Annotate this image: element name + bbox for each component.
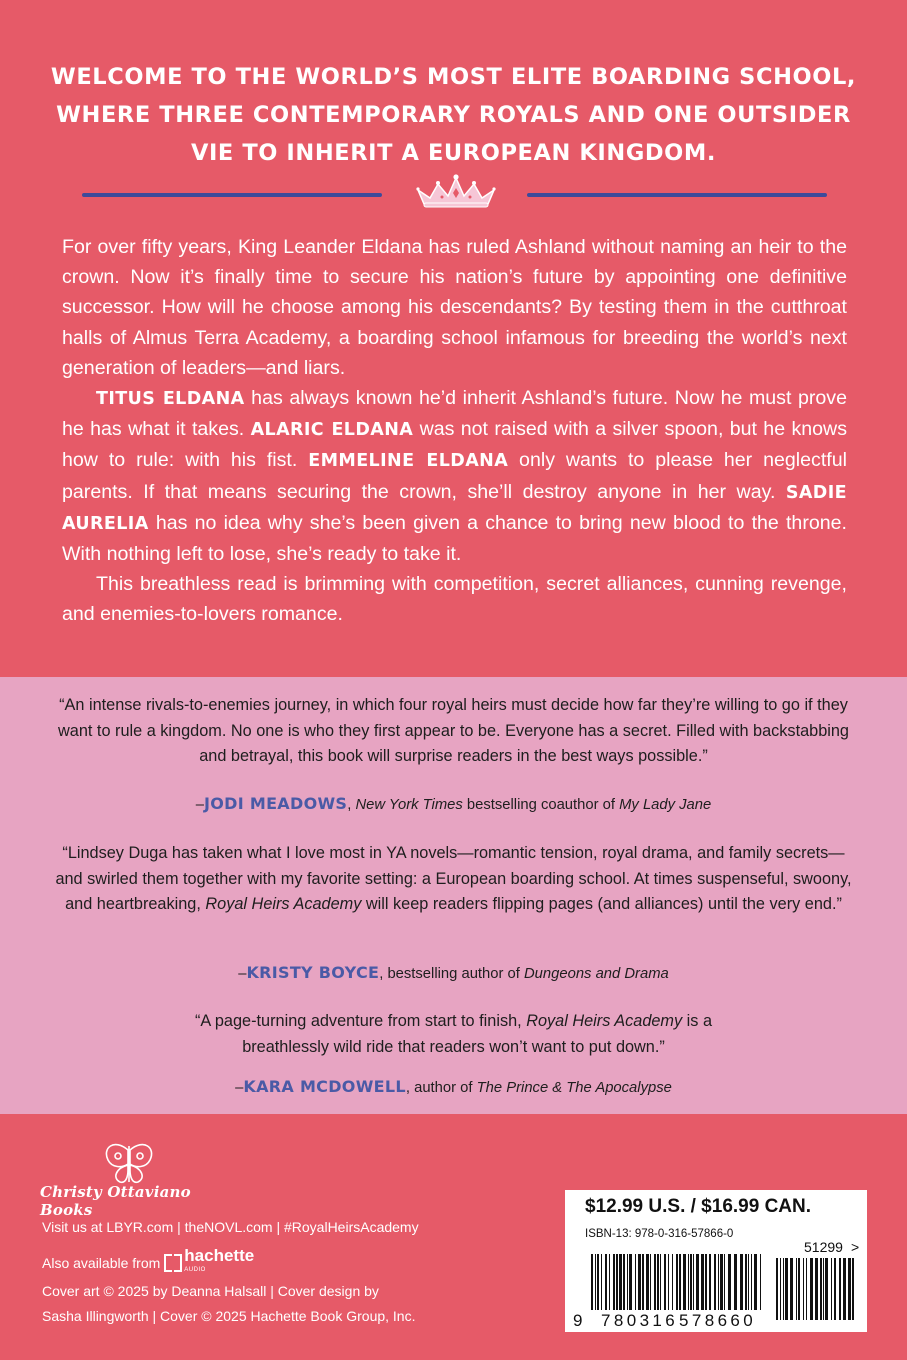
character-emmeline: EMMELINE ELDANA (308, 451, 509, 472)
also-available (42, 1246, 255, 1277)
character-titus: TITUS ELDANA (96, 389, 245, 410)
book-title: Royal Heirs Academy (526, 1012, 683, 1030)
barcode-bar (664, 1254, 666, 1310)
credits-line-1: Cover art © 2025 by Deanna Halsall | Cover design by (42, 1283, 379, 1299)
attribution-dash: – (235, 1080, 244, 1096)
barcode-bar (740, 1254, 743, 1310)
barcode-bar (650, 1254, 651, 1310)
barcode-bar (616, 1254, 618, 1310)
barcode-bar (609, 1254, 610, 1310)
barcode-bar (724, 1254, 725, 1310)
barcode-digits-right: 578660 (679, 1311, 757, 1330)
barcode-bar (806, 1258, 807, 1320)
barcode-bar (798, 1258, 800, 1320)
blurb-quote-3 (180, 1009, 727, 1060)
quote-text: “Lindsey Duga has taken what I love most in YA novels—romantic tension, royal drama, and family secrets—and swirled them together with my favorite setting: a European boarding school. At times suspenseful, swoony, and heartbreaking, (55, 844, 852, 913)
attribution-dash: – (238, 966, 247, 982)
barcode-bar (728, 1254, 731, 1310)
crown-divider (82, 170, 827, 210)
quote-text: “A page-turning adventure from start to finish, (194, 1012, 527, 1030)
synopsis (62, 232, 847, 630)
barcode-bar (642, 1254, 644, 1310)
divider-line-right (527, 193, 827, 197)
price-code: 51299 (804, 1240, 843, 1255)
author-role-2: , bestselling author of (379, 966, 524, 982)
hachette-sub-label: AUDIO (184, 1267, 206, 1273)
barcode-bar (660, 1254, 661, 1310)
headline (40, 58, 867, 172)
barcode-bar (676, 1254, 678, 1310)
barcode-bar (843, 1258, 846, 1320)
barcode-digit-first: 9 (573, 1311, 583, 1330)
barcode-bar (748, 1254, 749, 1310)
barcode-bar (696, 1254, 699, 1310)
blurb-panel (0, 677, 907, 1114)
blurb-author-1: JODI MEADOWS (204, 794, 348, 813)
publication-name: New York Times (355, 797, 463, 813)
barcode-bar (834, 1258, 836, 1320)
author-role-3: , author of (405, 1080, 477, 1096)
barcode-bar (613, 1254, 615, 1310)
barcode-bar (693, 1254, 694, 1310)
barcode-bar (690, 1254, 692, 1310)
barcode-bar (683, 1254, 686, 1310)
barcode-box (565, 1190, 867, 1332)
character-alaric: ALARIC ELDANA (250, 420, 414, 441)
barcode-bar (783, 1258, 784, 1320)
author-book-3: The Prince & The Apocalypse (476, 1080, 672, 1096)
barcode-bar (635, 1254, 636, 1310)
barcode-bar (595, 1254, 596, 1310)
barcode-bar (785, 1258, 788, 1320)
barcode-bar (654, 1254, 656, 1310)
headline-line-2: WHERE THREE CONTEMPORARY ROYALS AND ONE OUTSIDER (56, 102, 851, 128)
price-code-arrow: > (851, 1240, 860, 1255)
barcode (571, 1240, 861, 1330)
barcode-bar (776, 1258, 778, 1320)
blurb-attribution-2 (50, 962, 857, 985)
publisher-links: Visit us at LBYR.com | theNOVL.com | #RoyalHeirsAcademy (42, 1219, 419, 1235)
barcode-bar (627, 1254, 628, 1310)
hachette-label: hachette (184, 1246, 255, 1265)
barcode-bar (745, 1254, 747, 1310)
crown-icon (412, 170, 500, 210)
barcode-bar (848, 1258, 851, 1320)
barcode-bar (831, 1258, 832, 1320)
barcode-bar (803, 1258, 804, 1320)
barcode-bar (734, 1254, 737, 1310)
barcode-bar (688, 1254, 689, 1310)
barcode-bar (820, 1258, 822, 1320)
barcode-bar (657, 1254, 659, 1310)
barcode-bar (780, 1258, 781, 1320)
publisher-name: Christy Ottaviano Books (40, 1183, 191, 1219)
barcode-bar (754, 1254, 757, 1310)
barcode-bar (720, 1254, 723, 1310)
blurb-attribution-3 (50, 1076, 857, 1099)
ean-bars (591, 1254, 761, 1310)
barcode-bar (815, 1258, 818, 1320)
hachette-mark-icon (164, 1254, 182, 1272)
titus-description: has always known he’d inherit Ashland’s future. Now he must prove he has what it takes. (62, 387, 847, 441)
blurb-quote-1: “An intense rivals-to-enemies journey, in which four royal heirs must decide how far they’re willing to go if they want to rule a kingdom. No one is who they first appear to be. Everyone has a secret. Filled with backstabbing and betrayal, this book will surprise readers in the best ways possible.” (58, 696, 849, 765)
barcode-bar (591, 1254, 593, 1310)
barcode-bar (751, 1254, 752, 1310)
synopsis-paragraph-2 (62, 383, 847, 569)
credits-line-2: Sasha Illingworth | Cover © 2025 Hachette Book Group, Inc. (42, 1308, 416, 1324)
hachette-audio-logo (164, 1246, 255, 1277)
barcode-bar (714, 1254, 716, 1310)
barcode-bar (709, 1254, 711, 1310)
barcode-bar (825, 1258, 828, 1320)
barcode-bar (701, 1254, 704, 1310)
attribution-dash: – (195, 797, 204, 813)
barcode-bar (638, 1254, 641, 1310)
cover-credits (42, 1279, 512, 1329)
sadie-description: has no idea why she’s been given a chance to bring new blood to the throne. With nothing left to lose, she’s ready to take it. (62, 511, 847, 566)
blurb-quote-2 (50, 841, 857, 918)
barcode-bar (619, 1254, 622, 1310)
quote-text: is a breathlessly wild ride that readers won’t want to put down.” (242, 1012, 713, 1056)
character-sadie: SADIE AURELIA (62, 482, 847, 534)
book-title: Royal Heirs Academy (205, 895, 362, 913)
barcode-bar (623, 1254, 625, 1310)
barcode-bar (810, 1258, 813, 1320)
barcode-bar (597, 1254, 599, 1310)
blurb-author-3: KARA MCDOWELL (243, 1077, 406, 1096)
also-available-label: Also available from (42, 1255, 161, 1271)
barcode-bar (839, 1258, 841, 1320)
barcode-bar (760, 1254, 761, 1310)
barcode-bar (679, 1254, 681, 1310)
barcode-bar (668, 1254, 669, 1310)
addon-bars (776, 1258, 854, 1320)
alaric-description: was not raised with a silver spoon, but he knows how to rule: with his fist. (62, 418, 847, 472)
price: $12.99 U.S. / $16.99 CAN. (585, 1196, 812, 1217)
author-book-2: Dungeons and Drama (524, 966, 669, 982)
divider-line-left (82, 193, 382, 197)
isbn: ISBN-13: 978-0-316-57866-0 (585, 1228, 734, 1240)
author-role-1: bestselling coauthor of (462, 797, 620, 813)
barcode-bar (718, 1254, 719, 1310)
synopsis-paragraph-3: This breathless read is brimming with competition, secret alliances, cunning revenge, and enemies-to-lovers romance. (62, 573, 847, 626)
barcode-bar (852, 1258, 854, 1320)
quote-text: will keep readers flipping pages (and alliances) until the very end.” (361, 895, 842, 913)
blurb-attribution-1 (50, 793, 857, 816)
barcode-digits-left: 780316 (601, 1311, 679, 1330)
barcode-bar (629, 1254, 632, 1310)
attribution-separator: , (347, 797, 356, 813)
barcode-bar (705, 1254, 707, 1310)
barcode-bar (672, 1254, 673, 1310)
barcode-bar (605, 1254, 607, 1310)
barcode-bar (601, 1254, 602, 1310)
barcode-bar (823, 1258, 824, 1320)
headline-line-3: VIE TO INHERIT A EUROPEAN KINGDOM. (190, 140, 717, 166)
author-book-1: My Lady Jane (619, 797, 712, 813)
synopsis-paragraph-1: For over fifty years, King Leander Eldana has ruled Ashland without naming an heir to the crown. Now it’s finally time to secure his nation’s future by appointing one definitive successor. How will he choose among his descendants? By testing them in the cutthroat halls of Almus Terra Academy, a boarding school infamous for breeding the world’s next generation of leaders—and liars. (62, 236, 847, 379)
barcode-bar (796, 1258, 797, 1320)
blurb-author-2: KRISTY BOYCE (246, 963, 380, 982)
barcode-bar (790, 1258, 793, 1320)
barcode-bar (646, 1254, 649, 1310)
headline-line-1: WELCOME TO THE WORLD’S MOST ELITE BOARDING SCHOOL, (50, 64, 857, 90)
emmeline-description: only wants to please her neglectful parents. If that means securing the crown, she’ll destroy anyone in her way. (62, 449, 847, 503)
